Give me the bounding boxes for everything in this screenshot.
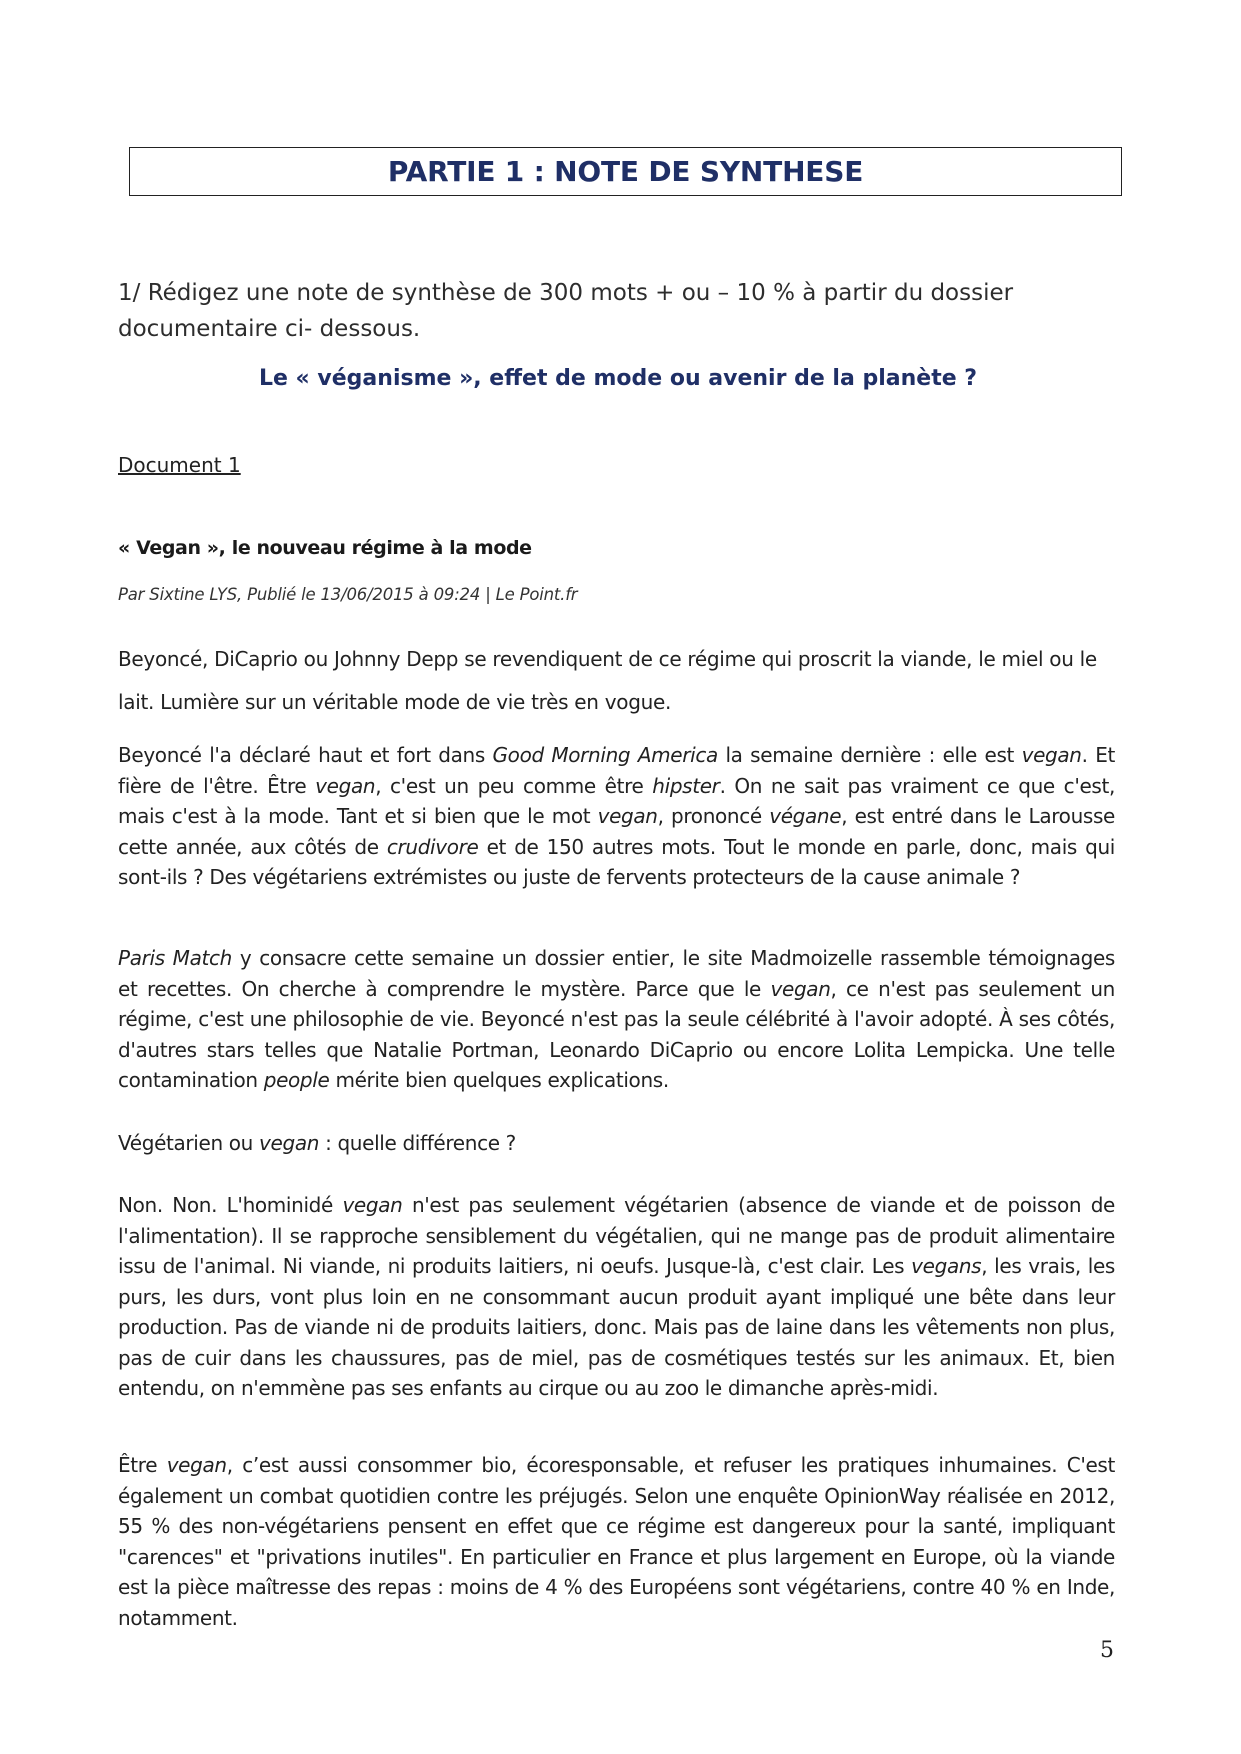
section-title: PARTIE 1 : NOTE DE SYNTHESE (387, 155, 864, 188)
article-title: « Vegan », le nouveau régime à la mode (118, 537, 532, 559)
document-label: Document 1 (118, 453, 241, 477)
article-paragraph: Être vegan, c’est aussi consommer bio, écoresponsable, et refuser les pratiques inhumaines. C'est également un combat quotidien contre les préjugés. Selon une enquête OpinionWay réalisée en 2012, 55 % des non-végétariens pensent en effet que ce régime est dangereux pour la santé, impliquant "carences" et "privations inutiles". En particulier en France et plus largement en Europe, où la viande est la pièce maîtresse des repas : moins de 4 % des Européens sont végétariens, contre 40 % en Inde, notamment. (118, 1453, 1115, 1630)
section-title-box (129, 147, 1122, 196)
article-subheading: Végétarien ou vegan : quelle différence ? (118, 1131, 516, 1155)
article-lead: Beyoncé, DiCaprio ou Johnny Depp se revendiquent de ce régime qui proscrit la viande, le miel ou le lait. Lumière sur un véritable mode de vie très en vogue. (118, 647, 1097, 714)
instruction-text: 1/ Rédigez une note de synthèse de 300 mots + ou – 10 % à partir du dossier documentaire ci- dessous. (118, 280, 1014, 342)
subject-title: Le « véganisme », effet de mode ou avenir de la planète ? (258, 366, 978, 391)
article-paragraph: Non. Non. L'hominidé vegan n'est pas seulement végétarien (absence de viande et de poisson de l'alimentation). Il se rapproche sensiblement du végétalien, qui ne mange pas de produit alimentaire issu de l'animal. Ni viande, ni produits laitiers, ni oeufs. Jusque-là, c'est clair. Les vegans, les vrais, les purs, les durs, vont plus loin en ne consommant aucun produit ayant impliqué une bête dans leur production. Pas de viande ni de produits laitiers, donc. Mais pas de laine dans les vêtements non plus, pas de cuir dans les chaussures, pas de miel, pas de cosmétiques testés sur les animaux. Et, bien entendu, on n'emmène pas ses enfants au cirque ou au zoo le dimanche après-midi. (118, 1193, 1115, 1400)
article-byline: Par Sixtine LYS, Publié le 13/06/2015 à 09:24 | Le Point.fr (118, 585, 578, 604)
article-paragraph: Beyoncé l'a déclaré haut et fort dans Good Morning America la semaine dernière : elle est vegan. Et fière de l'être. Être vegan, c'est un peu comme être hipster. On ne sait pas vraiment ce que c'est, mais c'est à la mode. Tant et si bien que le mot vegan, prononcé végane, est entré dans le Larousse cette année, aux côtés de crudivore et de 150 autres mots. Tout le monde en parle, donc, mais qui sont-ils ? Des végétariens extrémistes ou juste de fervents protecteurs de la cause animale ? (118, 743, 1116, 889)
page-number: 5 (1100, 1638, 1114, 1663)
article-paragraph: Paris Match y consacre cette semaine un dossier entier, le site Madmoizelle rassemble témoignages et recettes. On cherche à comprendre le mystère. Parce que le vegan, ce n'est pas seulement un régime, c'est une philosophie de vie. Beyoncé n'est pas la seule célébrité à l'avoir adopté. À ses côtés, d'autres stars telles que Natalie Portman, Leonardo DiCaprio ou encore Lolita Lempicka. Une telle contamination people mérite bien quelques explications. (118, 946, 1115, 1092)
